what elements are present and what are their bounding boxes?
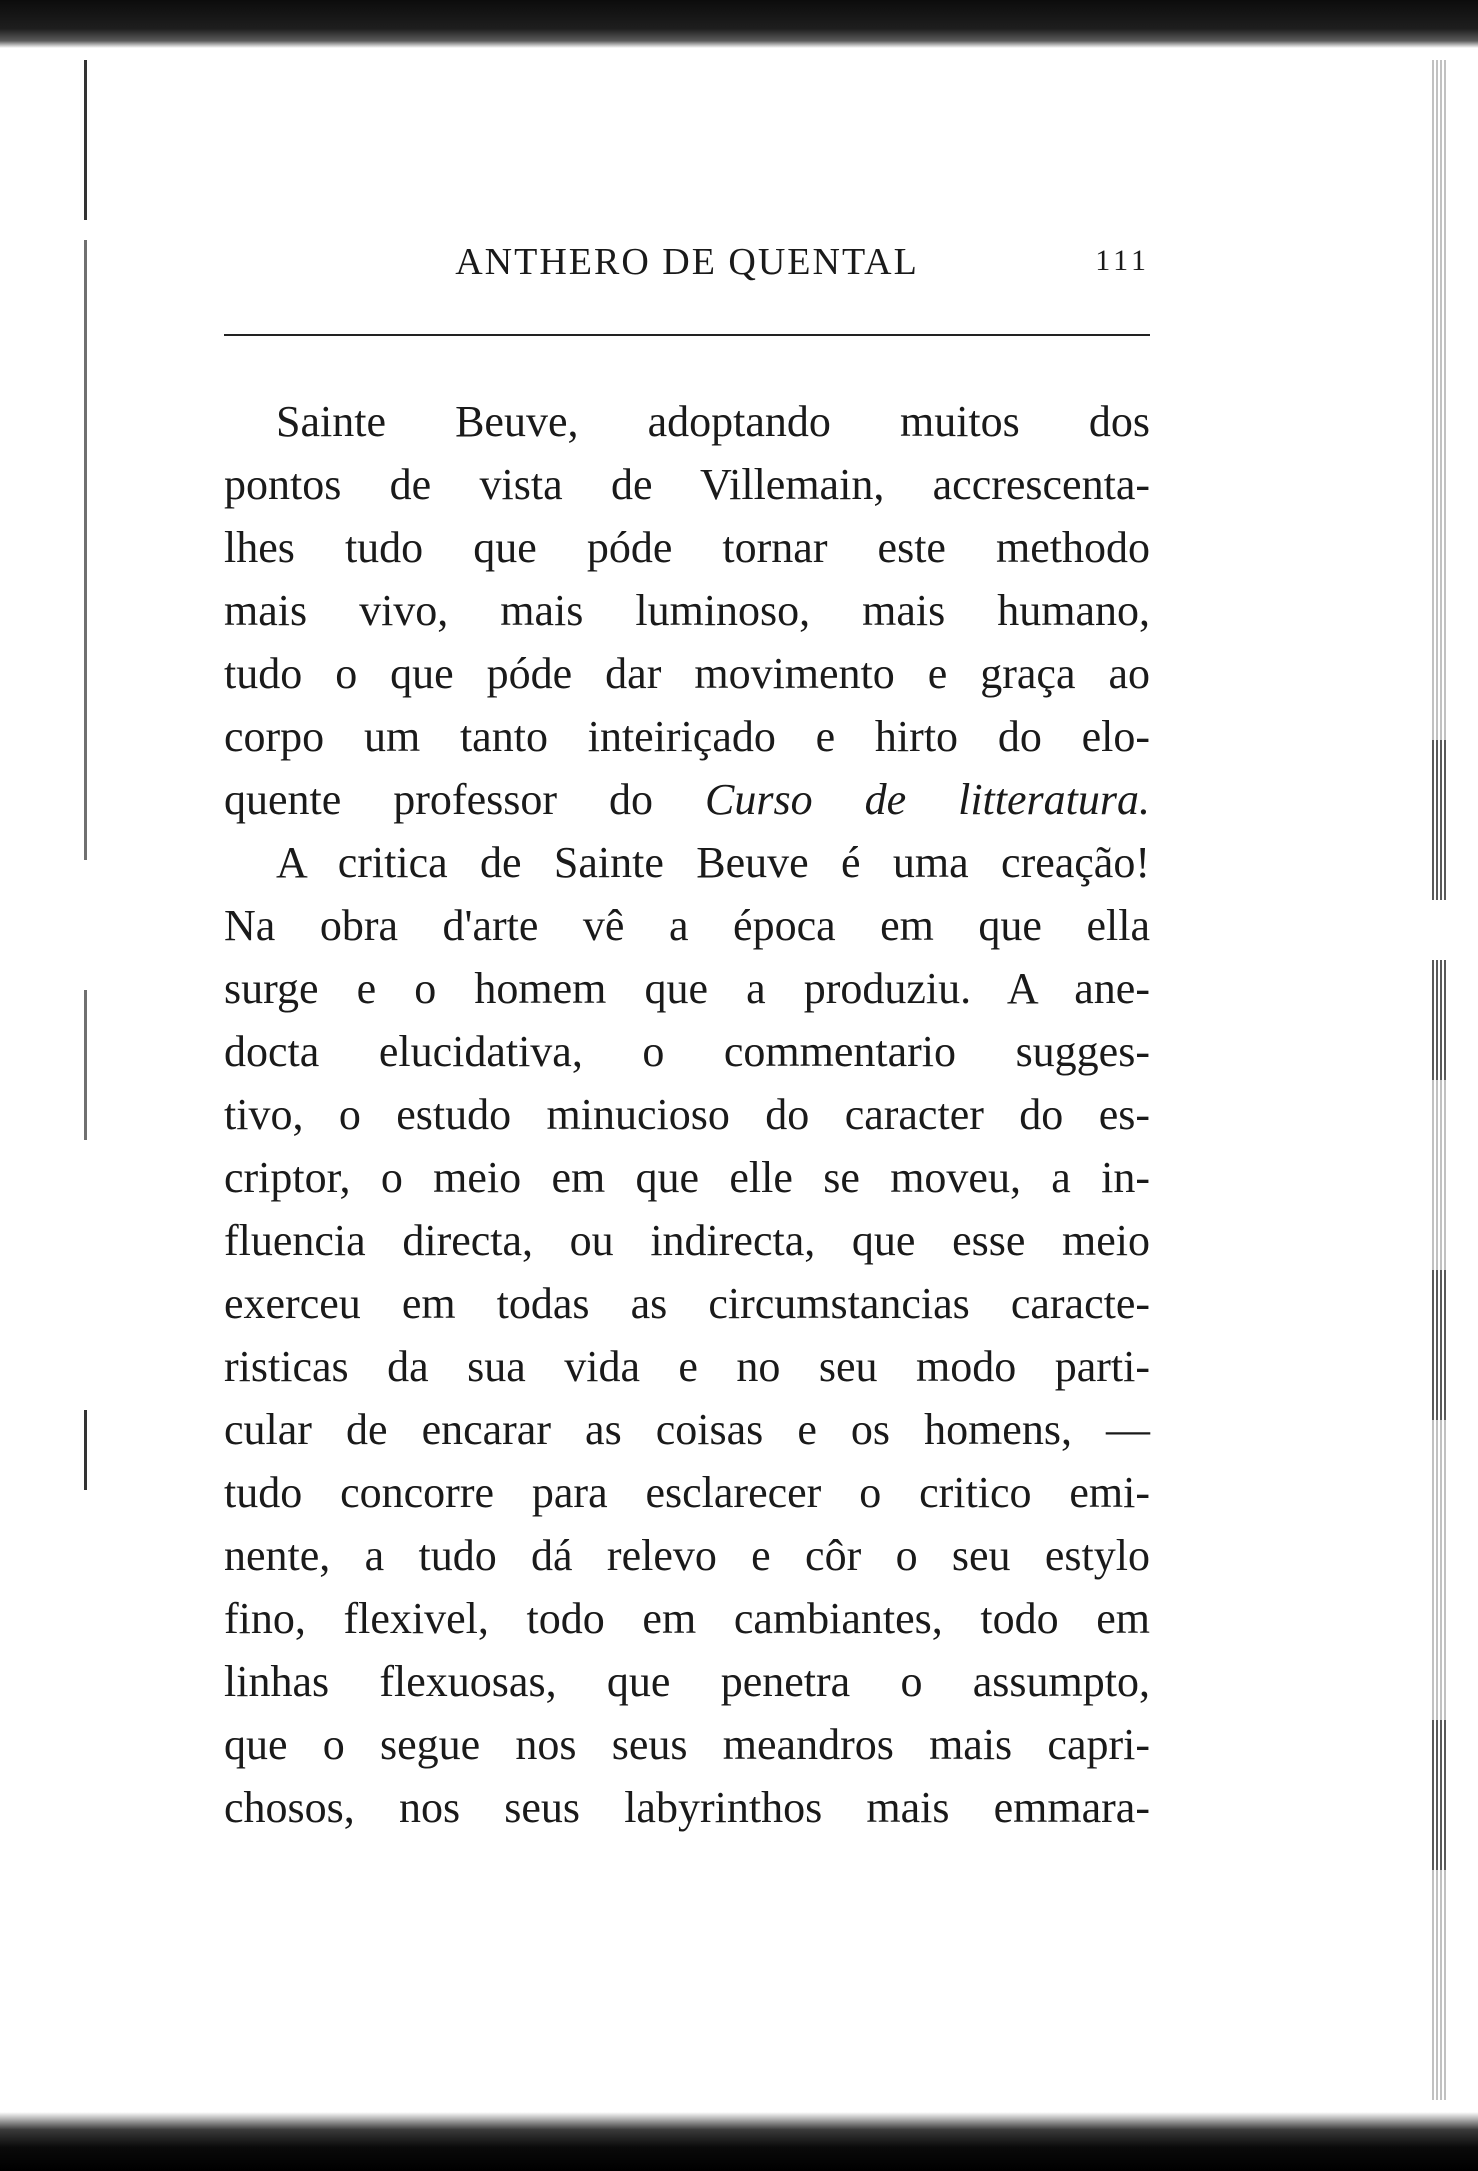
text-line: que o segue nos seus meandros mais capri- [224,1720,1150,1769]
text-line: A critica de Sainte Beuve é uma creação! [276,838,1150,887]
scan-mark-right [1432,1720,1446,1870]
scan-mark-right [1432,1080,1446,1270]
text-line: nente, a tudo dá relevo e côr o seu estylo [224,1531,1150,1580]
text-line: tudo concorre para esclarecer o critico emi- [224,1468,1150,1517]
text-line: tudo o que póde dar movimento e graça ao [224,649,1150,698]
text-line: fino, flexivel, todo em cambiantes, todo em [224,1594,1150,1643]
scan-mark-left [84,1410,87,1490]
text-line: surge e o homem que a produziu. A ane- [224,964,1150,1013]
scan-mark-right [1432,60,1446,740]
text-segment: quente professor do [224,775,653,824]
body-text [224,390,1150,1839]
text-line: linhas flexuosas, que penetra o assumpto, [224,1657,1150,1706]
text-line: Na obra d'arte vê a época em que ella [224,901,1150,950]
scan-mark-right [1432,1420,1446,1720]
scan-mark-left [84,60,87,220]
page-number: 111 [1095,244,1150,277]
text-line: chosos, nos seus labyrinthos mais emmara- [224,1783,1150,1832]
text-line: risticas da sua vida e no seu modo parti- [224,1342,1150,1391]
text-line: corpo um tanto inteiriçado e hirto do elo- [224,712,1150,761]
page-header [224,240,1150,290]
running-title: ANTHERO DE QUENTAL [455,241,919,283]
text-line: tivo, o estudo minucioso do caracter do es- [224,1090,1150,1139]
text-line: lhes tudo que póde tornar este methodo [224,523,1150,572]
scan-mark-left [84,990,87,1140]
scan-edge-bottom [0,2112,1478,2171]
scan-mark-right [1432,960,1446,1080]
text-line: mais vivo, mais luminoso, mais humano, [224,586,1150,635]
text-line: cular de encarar as coisas e os homens, — [224,1405,1150,1454]
text-line: criptor, o meio em que elle se moveu, a in- [224,1153,1150,1202]
book-title: Curso de litteratura. [705,775,1151,824]
text-line: pontos de vista de Villemain, accrescenta- [224,460,1150,509]
text-line: exerceu em todas as circumstancias caracte- [224,1279,1150,1328]
header-rule [224,334,1150,336]
scan-edge-top [0,0,1478,48]
scan-mark-right [1432,1270,1446,1420]
text-line: docta elucidativa, o commentario sugges- [224,1027,1150,1076]
text-line-with-title [224,768,1150,831]
scan-mark-left [84,240,87,860]
text-line: Sainte Beuve, adoptando muitos dos [276,397,1150,446]
scan-mark-right [1432,1870,1446,2100]
text-line: fluencia directa, ou indirecta, que esse meio [224,1216,1150,1265]
scan-mark-right [1432,740,1446,900]
